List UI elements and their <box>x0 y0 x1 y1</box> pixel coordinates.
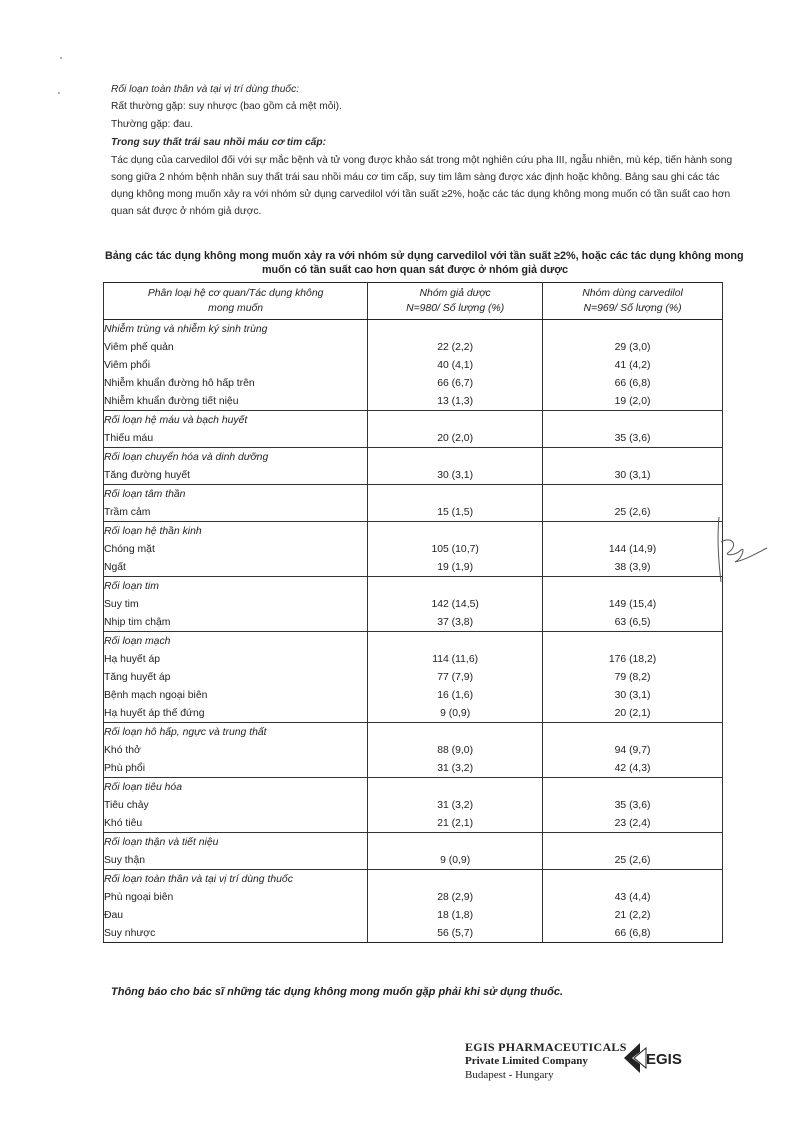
header-text: Nhóm dùng carvedilol <box>582 288 683 299</box>
empty-cell <box>543 632 723 651</box>
egis-logo <box>622 1040 702 1076</box>
carvedilol-count: 30 (3,1) <box>543 686 723 704</box>
system-class-row <box>104 411 723 430</box>
empty-cell <box>543 833 723 852</box>
placebo-count: 19 (1,9) <box>368 558 543 577</box>
empty-cell <box>543 778 723 797</box>
effect-name: Ngất <box>104 558 368 577</box>
carvedilol-count: 21 (2,2) <box>543 906 723 924</box>
table-row <box>104 429 723 448</box>
system-class-row <box>104 723 723 742</box>
effect-name: Bệnh mạch ngoại biên <box>104 686 368 704</box>
empty-cell <box>368 778 543 797</box>
table-row <box>104 503 723 522</box>
system-class-name: Rối loạn toàn thân và tại vị trí dùng thuốc <box>104 870 368 889</box>
effect-name: Đau <box>104 906 368 924</box>
table-row <box>104 540 723 558</box>
logo-lettering: EGIS <box>646 1051 682 1068</box>
carvedilol-count: 23 (2,4) <box>543 814 723 833</box>
empty-cell <box>543 411 723 430</box>
carvedilol-count: 30 (3,1) <box>543 466 723 485</box>
table-row <box>104 704 723 723</box>
section-heading-general-disorders: Rối loạn toàn thân và tại vị trí dùng thuốc: <box>111 84 300 95</box>
placebo-count: 28 (2,9) <box>368 888 543 906</box>
table-row <box>104 741 723 759</box>
placebo-count: 37 (3,8) <box>368 613 543 632</box>
table-row <box>104 851 723 870</box>
carvedilol-count: 79 (8,2) <box>543 668 723 686</box>
table-body <box>104 320 723 943</box>
carvedilol-count: 149 (15,4) <box>543 595 723 613</box>
carvedilol-count: 41 (4,2) <box>543 356 723 374</box>
caption-line: muốn có tần suất cao hơn quan sát được ở nhóm giả dược <box>261 264 569 276</box>
signature-mark <box>705 512 775 592</box>
placebo-count: 18 (1,8) <box>368 906 543 924</box>
placebo-count: 13 (1,3) <box>368 392 543 411</box>
system-class-name: Rối loạn tiêu hóa <box>104 778 368 797</box>
carvedilol-count: 20 (2,1) <box>543 704 723 723</box>
effect-name: Phù ngoại biên <box>104 888 368 906</box>
system-class-name: Rối loạn hệ máu và bạch huyết <box>104 411 368 430</box>
effect-name: Nhiễm khuẩn đường tiết niệu <box>104 392 368 411</box>
placebo-count: 142 (14,5) <box>368 595 543 613</box>
table-row <box>104 466 723 485</box>
placebo-count: 15 (1,5) <box>368 503 543 522</box>
placebo-count: 30 (3,1) <box>368 466 543 485</box>
effect-name: Hạ huyết áp thế đứng <box>104 704 368 723</box>
system-class-name: Rối loạn hệ thần kinh <box>104 522 368 541</box>
effect-name: Tiêu chảy <box>104 796 368 814</box>
system-class-name: Nhiễm trùng và nhiễm ký sinh trùng <box>104 320 368 339</box>
system-class-row <box>104 778 723 797</box>
placebo-count: 31 (3,2) <box>368 796 543 814</box>
placebo-count: 56 (5,7) <box>368 924 543 943</box>
table-caption <box>105 249 744 277</box>
carvedilol-count: 63 (6,5) <box>543 613 723 632</box>
placebo-count: 9 (0,9) <box>368 851 543 870</box>
adverse-effects-table <box>103 282 723 943</box>
placebo-count: 88 (9,0) <box>368 741 543 759</box>
paragraph-line: Tác dụng của carvedilol đối với sự mắc bệnh và tử vong được khảo sát trong một nghiên cứu pha III, ngẫu nhiên, mù kép, tiến hành song <box>111 155 733 166</box>
company-block <box>465 1040 627 1082</box>
system-class-row <box>104 833 723 852</box>
carvedilol-count: 66 (6,8) <box>543 924 723 943</box>
carvedilol-count: 94 (9,7) <box>543 741 723 759</box>
table-row <box>104 796 723 814</box>
table-row <box>104 650 723 668</box>
empty-cell <box>543 485 723 504</box>
empty-cell <box>368 522 543 541</box>
effect-name: Suy tim <box>104 595 368 613</box>
effect-name: Thiếu máu <box>104 429 368 448</box>
effect-name: Viêm phổi <box>104 356 368 374</box>
empty-cell <box>368 723 543 742</box>
carvedilol-count: 19 (2,0) <box>543 392 723 411</box>
system-class-name: Rối loạn mạch <box>104 632 368 651</box>
effect-name: Khó thở <box>104 741 368 759</box>
effect-name: Phù phổi <box>104 759 368 778</box>
caption-line: Bảng các tác dụng không mong muốn xảy ra với nhóm sử dụng carvedilol với tần suất ≥2%, hoặc các tác dụng không mong <box>105 250 744 262</box>
placebo-count: 114 (11,6) <box>368 650 543 668</box>
effect-name: Trầm cảm <box>104 503 368 522</box>
carvedilol-count: 176 (18,2) <box>543 650 723 668</box>
placebo-count: 66 (6,7) <box>368 374 543 392</box>
carvedilol-count: 35 (3,6) <box>543 429 723 448</box>
carvedilol-count: 25 (2,6) <box>543 503 723 522</box>
system-class-row <box>104 485 723 504</box>
table-row <box>104 613 723 632</box>
table-row <box>104 338 723 356</box>
empty-cell <box>368 870 543 889</box>
carvedilol-count: 29 (3,0) <box>543 338 723 356</box>
company-type: Private Limited Company <box>465 1055 588 1067</box>
table-row <box>104 356 723 374</box>
system-class-row <box>104 320 723 339</box>
empty-cell <box>543 320 723 339</box>
placebo-count: 9 (0,9) <box>368 704 543 723</box>
system-class-name: Rối loạn chuyển hóa và dinh dưỡng <box>104 448 368 467</box>
header-text: N=980/ Số lượng (%) <box>406 303 505 314</box>
effect-name: Tăng đường huyết <box>104 466 368 485</box>
system-class-name: Rối loạn thận và tiết niệu <box>104 833 368 852</box>
effect-name: Viêm phế quản <box>104 338 368 356</box>
placebo-count: 105 (10,7) <box>368 540 543 558</box>
placebo-count: 22 (2,2) <box>368 338 543 356</box>
empty-cell <box>543 723 723 742</box>
carvedilol-count: 66 (6,8) <box>543 374 723 392</box>
company-name: EGIS PHARMACEUTICALS <box>465 1040 627 1054</box>
table-row <box>104 558 723 577</box>
empty-cell <box>368 411 543 430</box>
carvedilol-count: 43 (4,4) <box>543 888 723 906</box>
paragraph-line: dụng không mong muốn xảy ra với nhóm sử dụng carvedilol với tần suất ≥2%, hoặc các tác dụng không mong muốn có tần suất cao hơn <box>111 189 731 200</box>
system-class-row <box>104 448 723 467</box>
section-heading-lv-dysfunction: Trong suy thất trái sau nhồi máu cơ tim cấp: <box>111 137 326 148</box>
empty-cell <box>368 833 543 852</box>
carvedilol-count: 25 (2,6) <box>543 851 723 870</box>
effect-name: Nhịp tim chậm <box>104 613 368 632</box>
placebo-count: 31 (3,2) <box>368 759 543 778</box>
carvedilol-count: 38 (3,9) <box>543 558 723 577</box>
system-class-row <box>104 577 723 596</box>
effect-name: Tăng huyết áp <box>104 668 368 686</box>
table-row <box>104 759 723 778</box>
common-line: Thường gặp: đau. <box>111 119 194 130</box>
system-class-row <box>104 632 723 651</box>
company-city: Budapest - Hungary <box>465 1069 554 1081</box>
paragraph-line: song giữa 2 nhóm bệnh nhân suy thất trái sau nhồi máu cơ tim cấp, suy tim lâm sàng được xác định hoặc không. Bảng sau ghi các tác <box>111 172 720 183</box>
header-carvedilol <box>543 283 723 320</box>
table-row <box>104 888 723 906</box>
system-class-name: Rối loạn tâm thần <box>104 485 368 504</box>
study-paragraph <box>111 153 733 219</box>
empty-cell <box>543 522 723 541</box>
table-row <box>104 374 723 392</box>
table-header-row <box>104 283 723 320</box>
table-row <box>104 924 723 943</box>
header-placebo <box>368 283 543 320</box>
placebo-count: 16 (1,6) <box>368 686 543 704</box>
empty-cell <box>543 448 723 467</box>
empty-cell <box>368 485 543 504</box>
system-class-name: Rối loạn tim <box>104 577 368 596</box>
paragraph-line: quan sát được ở nhóm giả dược. <box>111 206 262 217</box>
placebo-count: 21 (2,1) <box>368 814 543 833</box>
empty-cell <box>543 577 723 596</box>
placebo-count: 40 (4,1) <box>368 356 543 374</box>
effect-name: Hạ huyết áp <box>104 650 368 668</box>
empty-cell <box>368 448 543 467</box>
footer-note: Thông báo cho bác sĩ những tác dụng không mong muốn gặp phải khi sử dụng thuốc. <box>111 986 564 998</box>
scan-speck <box>60 57 62 59</box>
table-row <box>104 814 723 833</box>
table-row <box>104 906 723 924</box>
empty-cell <box>368 632 543 651</box>
header-text: Phân loại hệ cơ quan/Tác dụng không <box>147 288 324 299</box>
table-row <box>104 686 723 704</box>
table-row <box>104 668 723 686</box>
header-system-class <box>104 283 368 320</box>
effect-name: Suy nhược <box>104 924 368 943</box>
scan-speck <box>58 92 60 94</box>
placebo-count: 20 (2,0) <box>368 429 543 448</box>
effect-name: Nhiễm khuẩn đường hô hấp trên <box>104 374 368 392</box>
carvedilol-count: 42 (4,3) <box>543 759 723 778</box>
system-class-row <box>104 522 723 541</box>
empty-cell <box>543 870 723 889</box>
effect-name: Suy thận <box>104 851 368 870</box>
very-common-line: Rất thường gặp: suy nhược (bao gồm cả mệt mỏi). <box>111 101 342 112</box>
carvedilol-count: 144 (14,9) <box>543 540 723 558</box>
header-text: Nhóm giả dược <box>419 288 491 299</box>
table-row <box>104 392 723 411</box>
system-class-row <box>104 870 723 889</box>
carvedilol-count: 35 (3,6) <box>543 796 723 814</box>
effect-name: Khó tiêu <box>104 814 368 833</box>
table-row <box>104 595 723 613</box>
system-class-name: Rối loạn hô hấp, ngực và trung thất <box>104 723 368 742</box>
header-text: mong muốn <box>208 303 264 314</box>
empty-cell <box>368 320 543 339</box>
empty-cell <box>368 577 543 596</box>
effect-name: Chóng mặt <box>104 540 368 558</box>
header-text: N=969/ Số lượng (%) <box>583 303 682 314</box>
placebo-count: 77 (7,9) <box>368 668 543 686</box>
